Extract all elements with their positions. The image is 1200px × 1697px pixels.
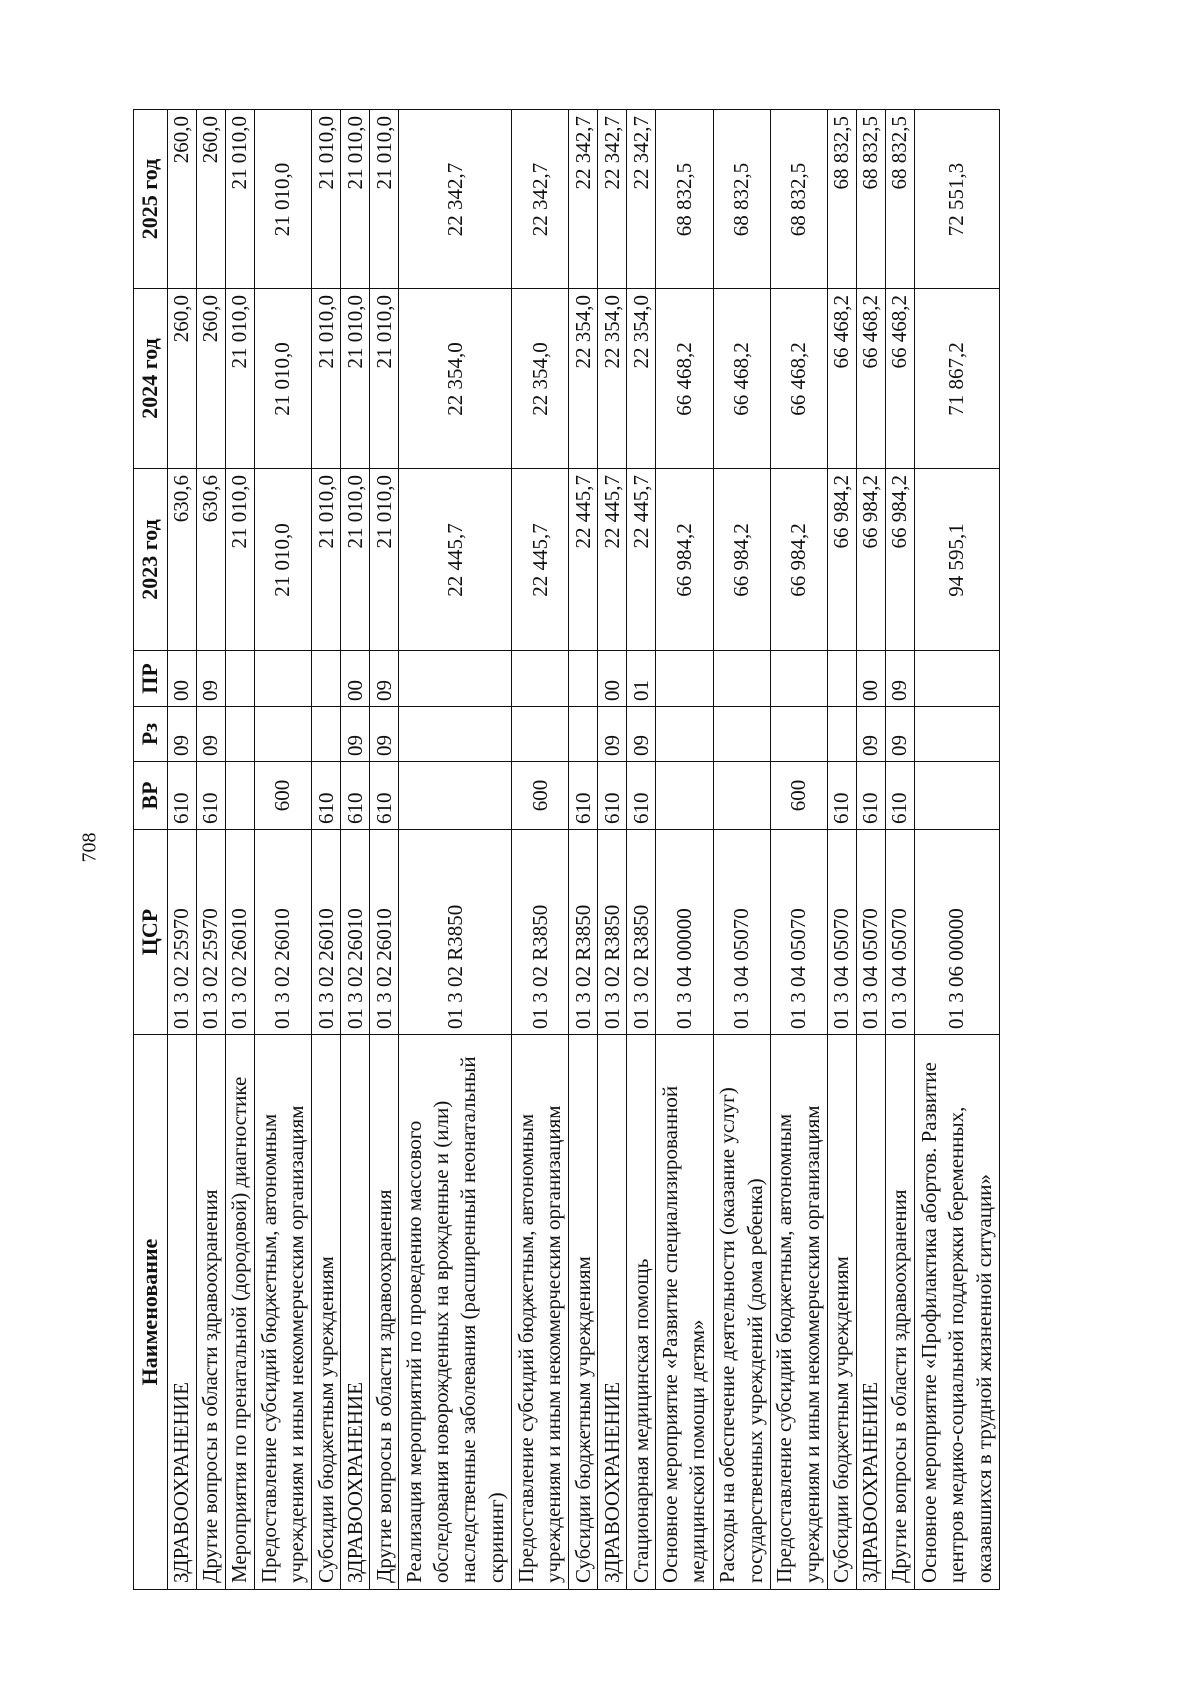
cell-vr: 600 <box>512 762 569 830</box>
table-row <box>341 110 370 1590</box>
cell-2025: 21 010,0 <box>255 110 312 289</box>
cell-2023: 22 445,7 <box>399 469 512 651</box>
header-name: Наименование <box>134 1035 168 1590</box>
table-row <box>512 110 569 1590</box>
cell-vr: 610 <box>627 762 656 830</box>
cell-name: Субсидии бюджетным учреждениям <box>569 1035 598 1590</box>
cell-pr <box>713 651 770 707</box>
cell-pr: 01 <box>627 651 656 707</box>
table-row <box>226 110 255 1590</box>
cell-2023: 21 010,0 <box>341 469 370 651</box>
table-row <box>370 110 399 1590</box>
table-row <box>197 110 226 1590</box>
cell-pr <box>255 651 312 707</box>
cell-vr: 600 <box>770 762 827 830</box>
cell-name: Другие вопросы в области здравоохранения <box>197 1035 226 1590</box>
cell-name: Другие вопросы в области здравоохранения <box>885 1035 914 1590</box>
cell-2025: 260,0 <box>168 110 197 289</box>
cell-2025: 22 342,7 <box>512 110 569 289</box>
page-number: 708 <box>78 832 101 863</box>
cell-2024: 22 354,0 <box>569 289 598 469</box>
cell-csr: 01 3 04 00000 <box>656 830 713 1035</box>
cell-2023: 94 595,1 <box>914 469 999 651</box>
cell-pr: 00 <box>168 651 197 707</box>
cell-pr: 09 <box>370 651 399 707</box>
cell-rz <box>512 707 569 762</box>
cell-vr: 610 <box>827 762 856 830</box>
cell-2023: 22 445,7 <box>512 469 569 651</box>
cell-vr: 610 <box>168 762 197 830</box>
cell-2023: 21 010,0 <box>312 469 341 651</box>
cell-rz: 09 <box>598 707 627 762</box>
cell-2024: 22 354,0 <box>598 289 627 469</box>
rotated-table-container <box>133 110 1000 1590</box>
cell-name: Мероприятия по пренатальной (дородовой) диагностике <box>226 1035 255 1590</box>
cell-csr: 01 3 04 05070 <box>770 830 827 1035</box>
cell-2023: 66 984,2 <box>713 469 770 651</box>
cell-2024: 260,0 <box>197 289 226 469</box>
cell-csr: 01 3 02 26010 <box>226 830 255 1035</box>
cell-rz: 09 <box>856 707 885 762</box>
cell-vr: 610 <box>312 762 341 830</box>
cell-2023: 21 010,0 <box>255 469 312 651</box>
cell-2024: 22 354,0 <box>627 289 656 469</box>
table-header-row <box>134 110 168 1590</box>
cell-2024: 66 468,2 <box>885 289 914 469</box>
cell-rz: 09 <box>370 707 399 762</box>
cell-2025: 21 010,0 <box>370 110 399 289</box>
cell-2025: 68 832,5 <box>885 110 914 289</box>
cell-csr: 01 3 04 05070 <box>856 830 885 1035</box>
cell-rz: 09 <box>197 707 226 762</box>
cell-name: Основное мероприятие «Профилактика абортов. Развитие центров медико-социальной поддержки беременных, оказавшихся в трудной жизненной ситуации» <box>914 1035 999 1590</box>
table-row <box>856 110 885 1590</box>
cell-pr <box>399 651 512 707</box>
table-row <box>399 110 512 1590</box>
table-row <box>827 110 856 1590</box>
cell-2024: 66 468,2 <box>770 289 827 469</box>
cell-rz <box>569 707 598 762</box>
cell-2023: 22 445,7 <box>569 469 598 651</box>
cell-pr: 00 <box>341 651 370 707</box>
cell-pr <box>827 651 856 707</box>
table-row <box>656 110 713 1590</box>
table-row <box>885 110 914 1590</box>
cell-vr: 610 <box>370 762 399 830</box>
cell-csr: 01 3 02 R3850 <box>399 830 512 1035</box>
cell-pr <box>914 651 999 707</box>
cell-pr: 09 <box>885 651 914 707</box>
cell-rz: 09 <box>168 707 197 762</box>
cell-vr <box>713 762 770 830</box>
cell-csr: 01 3 02 25970 <box>197 830 226 1035</box>
cell-pr <box>770 651 827 707</box>
cell-rz: 09 <box>627 707 656 762</box>
cell-rz <box>312 707 341 762</box>
cell-name: ЗДРАВООХРАНЕНИЕ <box>598 1035 627 1590</box>
cell-2024: 22 354,0 <box>512 289 569 469</box>
cell-2023: 21 010,0 <box>226 469 255 651</box>
cell-2024: 21 010,0 <box>226 289 255 469</box>
cell-vr: 610 <box>341 762 370 830</box>
cell-name: Основное мероприятие «Развитие специализированной медицинской помощи детям» <box>656 1035 713 1590</box>
cell-2023: 66 984,2 <box>827 469 856 651</box>
cell-csr: 01 3 02 25970 <box>168 830 197 1035</box>
header-vr: ВР <box>134 762 168 830</box>
cell-name: Стационарная медицинская помощь <box>627 1035 656 1590</box>
cell-2025: 22 342,7 <box>569 110 598 289</box>
cell-2023: 630,6 <box>197 469 226 651</box>
cell-2024: 22 354,0 <box>399 289 512 469</box>
table-row <box>168 110 197 1590</box>
cell-rz <box>914 707 999 762</box>
cell-2024: 66 468,2 <box>656 289 713 469</box>
table-row <box>914 110 999 1590</box>
cell-name: Субсидии бюджетным учреждениям <box>312 1035 341 1590</box>
cell-vr <box>399 762 512 830</box>
header-2023: 2023 год <box>134 469 168 651</box>
cell-2024: 21 010,0 <box>341 289 370 469</box>
cell-rz <box>399 707 512 762</box>
cell-2023: 22 445,7 <box>627 469 656 651</box>
cell-2024: 260,0 <box>168 289 197 469</box>
cell-2023: 66 984,2 <box>885 469 914 651</box>
cell-pr <box>226 651 255 707</box>
cell-csr: 01 3 02 26010 <box>370 830 399 1035</box>
cell-2023: 66 984,2 <box>770 469 827 651</box>
cell-name: ЗДРАВООХРАНЕНИЕ <box>856 1035 885 1590</box>
cell-2024: 66 468,2 <box>713 289 770 469</box>
cell-2025: 68 832,5 <box>656 110 713 289</box>
cell-name: Реализация мероприятий по проведению массового обследования новорожденных на врожденные и (или) наследственные заболевания (расширенный неонатальный скрининг) <box>399 1035 512 1590</box>
cell-2025: 68 832,5 <box>856 110 885 289</box>
budget-table <box>133 109 1000 1590</box>
cell-csr: 01 3 02 26010 <box>255 830 312 1035</box>
cell-csr: 01 3 02 R3850 <box>627 830 656 1035</box>
header-2024: 2024 год <box>134 289 168 469</box>
cell-2025: 68 832,5 <box>713 110 770 289</box>
cell-2024: 66 468,2 <box>856 289 885 469</box>
cell-name: ЗДРАВООХРАНЕНИЕ <box>168 1035 197 1590</box>
cell-2024: 71 867,2 <box>914 289 999 469</box>
cell-csr: 01 3 02 26010 <box>341 830 370 1035</box>
cell-pr <box>512 651 569 707</box>
table-row <box>598 110 627 1590</box>
cell-rz <box>255 707 312 762</box>
cell-2025: 68 832,5 <box>770 110 827 289</box>
table-row <box>569 110 598 1590</box>
table-body <box>168 110 1000 1590</box>
cell-vr: 610 <box>885 762 914 830</box>
cell-csr: 01 3 04 05070 <box>713 830 770 1035</box>
cell-2024: 21 010,0 <box>312 289 341 469</box>
cell-2024: 21 010,0 <box>370 289 399 469</box>
cell-name: ЗДРАВООХРАНЕНИЕ <box>341 1035 370 1590</box>
cell-rz <box>226 707 255 762</box>
cell-vr: 600 <box>255 762 312 830</box>
cell-vr: 610 <box>569 762 598 830</box>
cell-vr: 610 <box>598 762 627 830</box>
table-row <box>627 110 656 1590</box>
header-rz: Рз <box>134 707 168 762</box>
cell-csr: 01 3 04 05070 <box>827 830 856 1035</box>
cell-csr: 01 3 02 R3850 <box>598 830 627 1035</box>
cell-pr: 09 <box>197 651 226 707</box>
cell-rz <box>713 707 770 762</box>
cell-2025: 21 010,0 <box>341 110 370 289</box>
table-row <box>713 110 770 1590</box>
cell-name: Предоставление субсидий бюджетным, автономным учреждениям и иным некоммерческим организациям <box>255 1035 312 1590</box>
cell-name: Предоставление субсидий бюджетным, автономным учреждениям и иным некоммерческим организациям <box>770 1035 827 1590</box>
cell-vr <box>656 762 713 830</box>
cell-csr: 01 3 02 R3850 <box>512 830 569 1035</box>
cell-pr: 00 <box>856 651 885 707</box>
header-2025: 2025 год <box>134 110 168 289</box>
cell-rz <box>770 707 827 762</box>
header-csr: ЦСР <box>134 830 168 1035</box>
cell-name: Другие вопросы в области здравоохранения <box>370 1035 399 1590</box>
cell-vr: 610 <box>856 762 885 830</box>
cell-rz: 09 <box>885 707 914 762</box>
cell-vr: 610 <box>197 762 226 830</box>
cell-2024: 66 468,2 <box>827 289 856 469</box>
cell-rz <box>827 707 856 762</box>
table-row <box>255 110 312 1590</box>
cell-2023: 66 984,2 <box>856 469 885 651</box>
cell-csr: 01 3 02 R3850 <box>569 830 598 1035</box>
cell-csr: 01 3 06 00000 <box>914 830 999 1035</box>
cell-2025: 21 010,0 <box>226 110 255 289</box>
cell-name: Расходы на обеспечение деятельности (оказание услуг) государственных учреждений (дома ребенка) <box>713 1035 770 1590</box>
cell-pr <box>569 651 598 707</box>
cell-2023: 21 010,0 <box>370 469 399 651</box>
cell-vr <box>914 762 999 830</box>
cell-2023: 630,6 <box>168 469 197 651</box>
cell-pr: 00 <box>598 651 627 707</box>
cell-2025: 22 342,7 <box>598 110 627 289</box>
cell-csr: 01 3 02 26010 <box>312 830 341 1035</box>
cell-pr <box>312 651 341 707</box>
table-row <box>312 110 341 1590</box>
cell-2025: 22 342,7 <box>399 110 512 289</box>
cell-2023: 66 984,2 <box>656 469 713 651</box>
cell-2025: 21 010,0 <box>312 110 341 289</box>
cell-2024: 21 010,0 <box>255 289 312 469</box>
cell-name: Предоставление субсидий бюджетным, автономным учреждениям и иным некоммерческим организациям <box>512 1035 569 1590</box>
table-row <box>770 110 827 1590</box>
cell-csr: 01 3 04 05070 <box>885 830 914 1035</box>
cell-rz: 09 <box>341 707 370 762</box>
cell-name: Субсидии бюджетным учреждениям <box>827 1035 856 1590</box>
cell-2023: 22 445,7 <box>598 469 627 651</box>
cell-rz <box>656 707 713 762</box>
cell-pr <box>656 651 713 707</box>
cell-vr <box>226 762 255 830</box>
cell-2025: 68 832,5 <box>827 110 856 289</box>
cell-2025: 260,0 <box>197 110 226 289</box>
header-pr: ПР <box>134 651 168 707</box>
cell-2025: 22 342,7 <box>627 110 656 289</box>
cell-2025: 72 551,3 <box>914 110 999 289</box>
